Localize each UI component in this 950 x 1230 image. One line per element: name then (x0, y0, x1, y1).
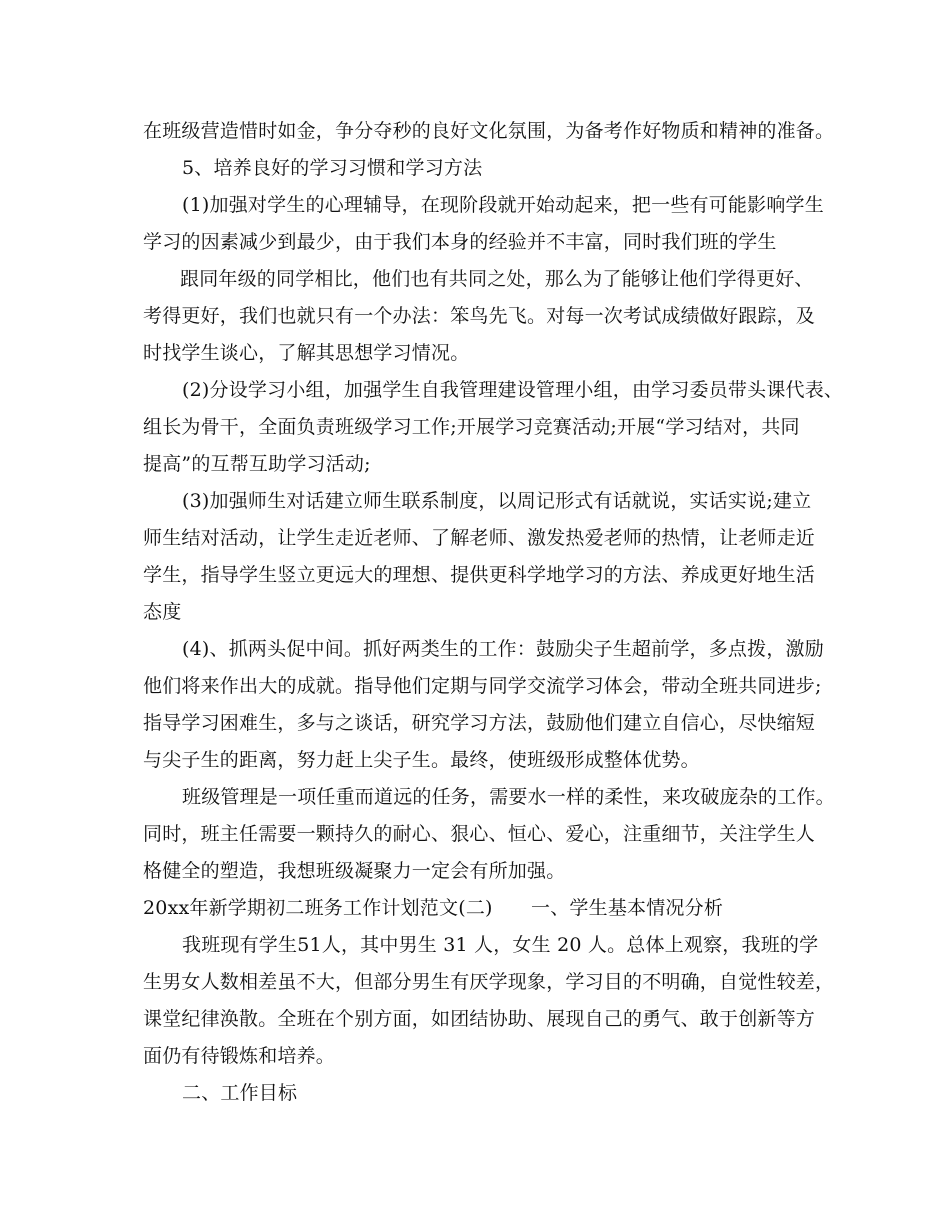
text-line: 课堂纪律涣散。全班在个别方面，如团结协助、展现自己的勇气、敢于创新等方 (143, 1008, 816, 1030)
text-line: 在班级营造惜时如金，争分夺秒的良好文化氛围，为备考作好物质和精神的准备。 (143, 120, 835, 142)
text-line: 我班现有学生51人，其中男生 31 人，女生 20 人。总体上观察，我班的学 (182, 934, 819, 956)
text-line: 提高”的互帮互助学习活动; (143, 453, 371, 475)
section-heading: 二、工作目标 (182, 1082, 298, 1104)
text-line: 同时，班主任需要一颗持久的耐心、狠心、恒心、爱心，注重细节，关注学生人 (143, 823, 816, 845)
text-line: (2)分设学习小组，加强学生自我管理建设管理小组，由学习委员带头课代表、 (182, 379, 844, 401)
text-line: (3)加强师生对话建立师生联系制度，以周记形式有话就说，实话实说;建立 (182, 490, 812, 512)
text-line: 学生，指导学生竖立更远大的理想、提供更科学地学习的方法、养成更好地生活 (143, 564, 816, 586)
text-line: 指导学习困难生，多与之谈话，研究学习方法，鼓励他们建立自信心，尽快缩短 (143, 712, 816, 734)
text-line: 考得更好，我们也就只有一个办法：笨鸟先飞。对每一次考试成绩做好跟踪，及 (143, 305, 816, 327)
text-line: 时找学生谈心，了解其思想学习情况。 (143, 342, 470, 364)
text-line: 师生结对活动，让学生走近老师、了解老师、激发热爱老师的热情，让老师走近 (143, 527, 816, 549)
text-line: 班级管理是一项任重而道远的任务，需要水一样的柔性，来攻破庞杂的工作。 (182, 786, 835, 808)
section-heading: 5、培养良好的学习习惯和学习方法 (182, 157, 483, 179)
text-line: 他们将来作出大的成就。指导他们定期与同学交流学习体会，带动全班共同进步; (143, 675, 822, 697)
text-line: 跟同年级的同学相比，他们也有共同之处，那么为了能够让他们学得更好、 (180, 268, 814, 290)
document-title: 20xx年新学期初二班务工作计划范文(二) 一、学生基本情况分析 (143, 897, 724, 919)
text-line: (1)加强对学生的心理辅导，在现阶段就开始动起来，把一些有可能影响学生 (182, 194, 824, 216)
text-line: 学习的因素减少到最少，由于我们本身的经验并不丰富，同时我们班的学生 (143, 231, 777, 253)
text-line: 格健全的塑造，我想班级凝聚力一定会有所加强。 (143, 860, 566, 882)
text-line: 生男女人数相差虽不大，但部分男生有厌学现象，学习目的不明确，自觉性较差， (143, 971, 835, 993)
text-line: (4)、抓两头促中间。抓好两类生的工作：鼓励尖子生超前学，多点拨，激励 (182, 638, 824, 660)
text-line: 态度 (143, 601, 182, 623)
text-line: 面仍有待锻炼和培养。 (143, 1045, 336, 1067)
text-line: 组长为骨干，全面负责班级学习工作;开展学习竞赛活动;开展“学习结对，共同 (143, 416, 800, 438)
text-line: 与尖子生的距离，努力赶上尖子生。最终，使班级形成整体优势。 (143, 749, 700, 771)
